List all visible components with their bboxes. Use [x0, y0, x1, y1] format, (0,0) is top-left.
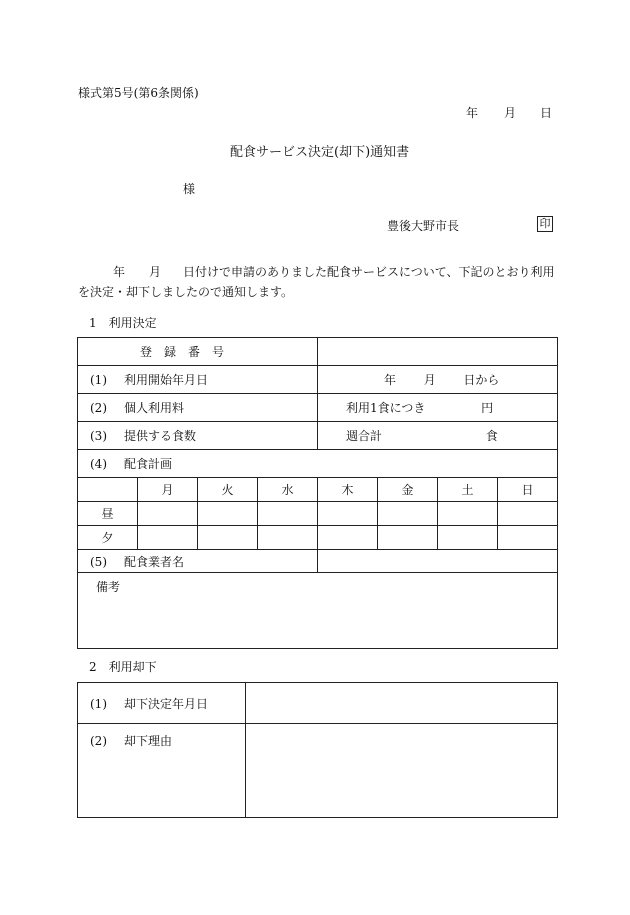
plan-dinner-row [78, 526, 558, 550]
start-date-year: 年 [384, 373, 397, 387]
meals-label: 提供する食数 [124, 429, 197, 443]
issue-date-day: 日 [540, 106, 553, 120]
provider-label: 配食業者名 [124, 554, 185, 569]
intro-line1: 日付けで申請のありました配食サービスについて、下記のとおり利用 [183, 265, 555, 279]
recipient-suffix: 様 [183, 182, 196, 196]
rejection-table [77, 682, 558, 818]
reject-reason-label-cell [78, 724, 246, 818]
issue-date-month: 月 [504, 106, 517, 120]
plan-cell [138, 502, 198, 526]
plan-row-lunch: 昼 [78, 502, 138, 526]
plan-cell [498, 526, 558, 550]
plan-cell [378, 502, 438, 526]
fee-value-cell [318, 394, 558, 422]
document-title: 配食サービス決定(却下)通知書 [230, 145, 410, 160]
seal-text: 印 [539, 217, 551, 230]
start-date-label-cell [78, 366, 318, 394]
plan-corner-cell [78, 478, 138, 502]
plan-label-cell [78, 450, 558, 478]
plan-day-thu: 木 [318, 478, 378, 502]
seal-mark [537, 216, 553, 232]
start-date-num: (1) [90, 373, 107, 387]
reject-date-label-cell [78, 683, 246, 724]
plan-days-row [78, 478, 558, 502]
plan-day-mon: 月 [138, 478, 198, 502]
plan-cell [198, 502, 258, 526]
plan-cell [318, 502, 378, 526]
start-date-row [78, 366, 558, 394]
fee-label-cell [78, 394, 318, 422]
intro-month: 月 [149, 265, 162, 279]
plan-label: 配食計画 [124, 457, 173, 471]
plan-cell [438, 502, 498, 526]
meals-label-cell [78, 422, 318, 450]
plan-row-dinner: 夕 [78, 526, 138, 550]
plan-day-wed: 水 [258, 478, 318, 502]
provider-num: (5) [90, 554, 107, 569]
provider-label-cell [78, 550, 318, 573]
plan-day-sat: 土 [438, 478, 498, 502]
registration-row [78, 338, 558, 366]
meals-row [78, 422, 558, 450]
intro-line2: を決定・却下しましたので通知します。 [78, 285, 294, 299]
fee-num: (2) [90, 401, 107, 415]
reject-reason-label: 却下理由 [124, 734, 173, 748]
section1-heading: 1 利用決定 [89, 316, 157, 330]
plan-day-tue: 火 [198, 478, 258, 502]
reject-reason-value-cell [246, 724, 558, 818]
start-date-label: 利用開始年月日 [124, 373, 209, 387]
plan-num: (4) [90, 457, 107, 471]
reject-date-row [78, 683, 558, 724]
decision-table [77, 337, 558, 649]
reject-reason-num: (2) [90, 734, 107, 748]
meals-unit: 食 [485, 429, 498, 443]
plan-cell [138, 526, 198, 550]
provider-value-cell [318, 550, 558, 573]
remarks-row [78, 573, 558, 649]
registration-label-cell [78, 338, 318, 366]
fee-prefix: 利用1食につき [346, 401, 426, 415]
start-date-month: 月 [423, 373, 436, 387]
start-date-suffix: 日から [463, 373, 500, 387]
intro-year: 年 [113, 265, 126, 279]
issue-date-year: 年 [466, 106, 479, 120]
start-date-value-cell [318, 366, 558, 394]
reject-date-label: 却下決定年月日 [124, 696, 209, 711]
registration-value-cell [318, 338, 558, 366]
reject-date-num: (1) [90, 696, 107, 711]
section2-heading: 2 利用却下 [89, 660, 157, 674]
provider-row [78, 550, 558, 573]
registration-label: 登 録 番 号 [140, 345, 225, 359]
form-number: 様式第5号(第6条関係) [78, 86, 199, 100]
plan-lunch-row [78, 502, 558, 526]
fee-label: 個人利用料 [124, 401, 185, 415]
fee-unit: 円 [481, 401, 494, 415]
remarks-cell [78, 573, 558, 649]
meals-value-cell [318, 422, 558, 450]
plan-cell [498, 502, 558, 526]
meals-num: (3) [90, 429, 107, 443]
plan-cell [438, 526, 498, 550]
fee-row [78, 394, 558, 422]
plan-cell [318, 526, 378, 550]
plan-heading-row [78, 450, 558, 478]
plan-cell [378, 526, 438, 550]
reject-reason-row [78, 724, 558, 818]
plan-cell [258, 502, 318, 526]
meals-prefix: 週合計 [346, 429, 383, 443]
plan-cell [198, 526, 258, 550]
plan-day-fri: 金 [378, 478, 438, 502]
plan-cell [258, 526, 318, 550]
issuer-name: 豊後大野市長 [387, 219, 460, 233]
remarks-label: 備考 [96, 580, 121, 594]
plan-day-sun: 日 [498, 478, 558, 502]
reject-date-value-cell [246, 683, 558, 724]
